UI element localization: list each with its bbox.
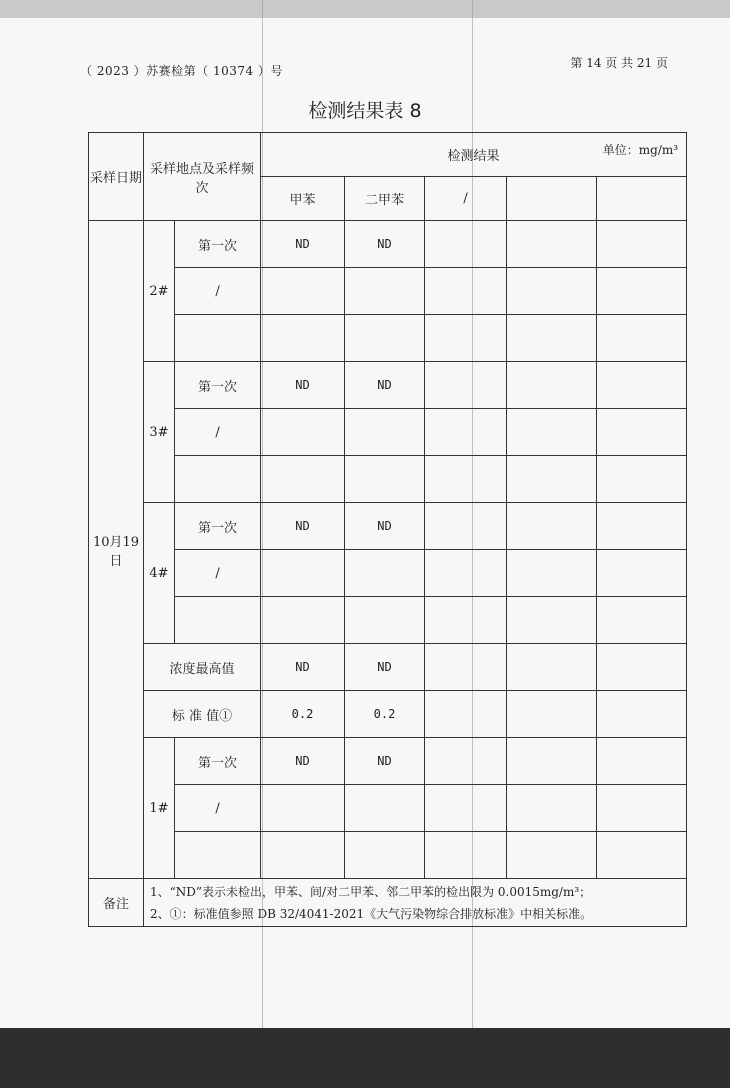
result-cell xyxy=(345,456,425,503)
result-cell xyxy=(261,785,345,832)
result-cell: ND xyxy=(345,362,425,409)
result-cell: ND xyxy=(261,362,345,409)
result-cell: ND xyxy=(261,644,345,691)
result-cell xyxy=(597,503,687,550)
result-cell: ND xyxy=(345,738,425,785)
table-row xyxy=(89,738,687,785)
sampling-frequency-cell: 第一次 xyxy=(175,221,261,268)
result-cell xyxy=(597,832,687,879)
sampling-frequency-cell: 第一次 xyxy=(175,503,261,550)
result-cell xyxy=(507,409,597,456)
report-number: （ 2023 ）苏赛检第（ 10374 ）号 xyxy=(80,64,283,78)
sampling-point-cell: 4# xyxy=(144,503,175,644)
sampling-frequency-cell: 第一次 xyxy=(175,362,261,409)
result-cell xyxy=(345,268,425,315)
result-cell xyxy=(597,597,687,644)
result-cell xyxy=(425,832,507,879)
result-cell xyxy=(507,738,597,785)
note-line-1: 1、“ND”表示未检出，甲苯、间/对二甲苯、邻二甲苯的检出限为 0.0015mg/m³； xyxy=(150,884,592,899)
result-cell xyxy=(345,785,425,832)
result-cell xyxy=(345,409,425,456)
table-row xyxy=(89,503,687,550)
result-cell xyxy=(425,597,507,644)
header-sampling-date: 采样日期 xyxy=(89,133,144,221)
result-cell: ND xyxy=(345,221,425,268)
result-cell xyxy=(345,832,425,879)
standard-value-label: 标 准 值① xyxy=(144,691,261,738)
notes-row xyxy=(89,879,687,927)
result-cell xyxy=(425,738,507,785)
header-location-frequency: 采样地点及采样频次 xyxy=(144,133,261,221)
sampling-frequency-cell: / xyxy=(175,785,261,832)
result-cell: ND xyxy=(261,738,345,785)
sampling-date-cell: 10月19日 xyxy=(89,221,144,879)
result-cell xyxy=(425,409,507,456)
result-cell xyxy=(425,691,507,738)
result-cell: ND xyxy=(261,221,345,268)
result-cell xyxy=(597,409,687,456)
result-cell xyxy=(507,832,597,879)
result-cell xyxy=(597,785,687,832)
result-cell xyxy=(597,644,687,691)
sampling-frequency-cell: / xyxy=(175,550,261,597)
result-cell xyxy=(507,362,597,409)
table-row xyxy=(89,409,687,456)
result-cell xyxy=(425,503,507,550)
notes-cell xyxy=(144,879,687,927)
header-results xyxy=(261,133,687,177)
result-cell xyxy=(597,221,687,268)
table-row xyxy=(89,221,687,268)
table-row xyxy=(89,315,687,362)
sampling-point-cell: 1# xyxy=(144,738,175,879)
result-cell: 0.2 xyxy=(261,691,345,738)
page-title: 检测结果表 8 xyxy=(308,100,422,122)
result-cell xyxy=(425,362,507,409)
sampling-point-cell: 2# xyxy=(144,221,175,362)
sampling-frequency-cell xyxy=(175,597,261,644)
max-concentration-label: 浓度最高值 xyxy=(144,644,261,691)
result-cell xyxy=(597,362,687,409)
result-cell xyxy=(261,550,345,597)
analyte-header-3 xyxy=(507,177,597,221)
result-cell xyxy=(507,550,597,597)
result-cell xyxy=(261,832,345,879)
result-cell xyxy=(597,456,687,503)
table-row xyxy=(89,456,687,503)
table-row xyxy=(89,832,687,879)
table-row xyxy=(89,597,687,644)
result-cell xyxy=(507,597,597,644)
table-row xyxy=(89,550,687,597)
result-cell xyxy=(345,597,425,644)
result-cell xyxy=(507,268,597,315)
notes-label: 备注 xyxy=(89,879,144,927)
header-results-label: 检测结果 xyxy=(447,149,500,164)
result-cell xyxy=(507,221,597,268)
scan-top-edge xyxy=(0,0,730,18)
result-cell xyxy=(597,268,687,315)
table-row xyxy=(89,785,687,832)
result-cell xyxy=(261,315,345,362)
table-row xyxy=(89,362,687,409)
scan-bottom-edge xyxy=(0,1028,730,1088)
result-cell xyxy=(507,644,597,691)
sampling-point-cell: 3# xyxy=(144,362,175,503)
unit-label: 单位：mg/m³ xyxy=(602,143,679,157)
result-cell xyxy=(425,785,507,832)
result-cell xyxy=(425,221,507,268)
standard-value-row xyxy=(89,691,687,738)
page-info: 第 14 页 共 21 页 xyxy=(570,56,668,70)
result-cell xyxy=(261,268,345,315)
note-line-2: 2、①：标准值参照 DB 32/4041-2021《大气污染物综合排放标准》中相关标准。 xyxy=(150,906,593,921)
result-cell xyxy=(507,691,597,738)
result-cell: ND xyxy=(345,503,425,550)
result-cell: ND xyxy=(261,503,345,550)
analyte-header-1: 二甲苯 xyxy=(345,177,425,221)
sampling-frequency-cell xyxy=(175,315,261,362)
result-cell xyxy=(425,456,507,503)
result-cell xyxy=(597,738,687,785)
results-table xyxy=(88,132,687,927)
result-cell xyxy=(597,315,687,362)
result-cell xyxy=(345,550,425,597)
analyte-header-2: / xyxy=(425,177,507,221)
result-cell xyxy=(507,503,597,550)
result-cell xyxy=(425,315,507,362)
sampling-frequency-cell xyxy=(175,456,261,503)
result-cell xyxy=(425,644,507,691)
result-cell: 0.2 xyxy=(345,691,425,738)
result-cell xyxy=(345,315,425,362)
analyte-header-4 xyxy=(597,177,687,221)
table-row xyxy=(89,268,687,315)
sampling-frequency-cell: / xyxy=(175,409,261,456)
result-cell: ND xyxy=(345,644,425,691)
analyte-header-0: 甲苯 xyxy=(261,177,345,221)
sampling-frequency-cell: / xyxy=(175,268,261,315)
result-cell xyxy=(261,456,345,503)
sampling-frequency-cell: 第一次 xyxy=(175,738,261,785)
result-cell xyxy=(597,550,687,597)
result-cell xyxy=(597,691,687,738)
max-concentration-row xyxy=(89,644,687,691)
sampling-frequency-cell xyxy=(175,832,261,879)
result-cell xyxy=(507,456,597,503)
result-cell xyxy=(507,315,597,362)
result-cell xyxy=(261,409,345,456)
result-cell xyxy=(425,268,507,315)
result-cell xyxy=(425,550,507,597)
result-cell xyxy=(261,597,345,644)
result-cell xyxy=(507,785,597,832)
